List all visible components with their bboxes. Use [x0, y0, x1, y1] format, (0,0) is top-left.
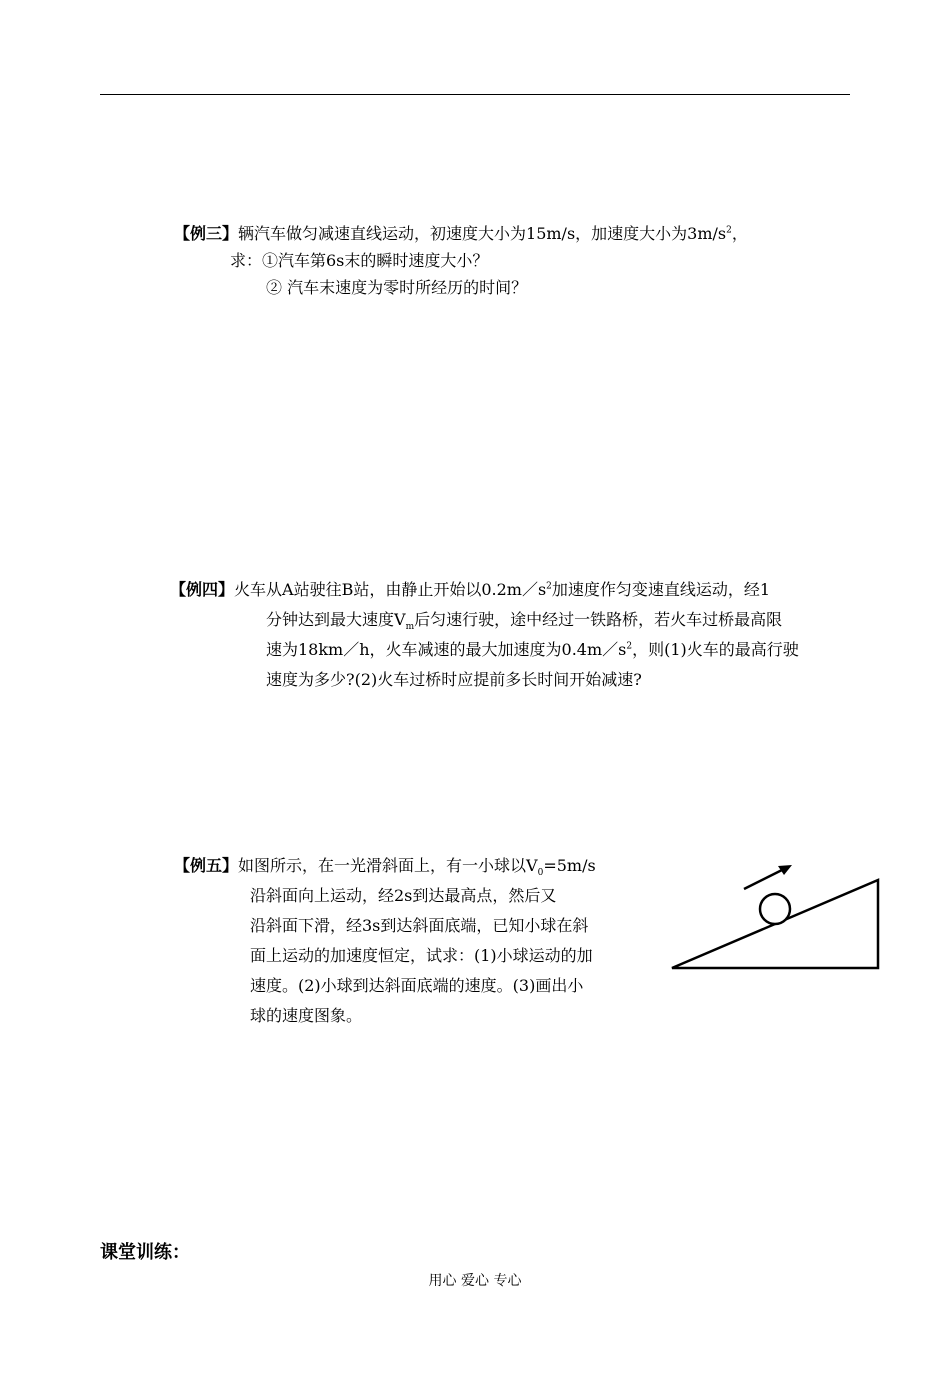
example-4 — [170, 575, 850, 695]
example-3-line-1: 【例三】辆汽车做匀减速直线运动，初速度大小为15m/s，加速度大小为$3m/s^2$， — [174, 224, 748, 243]
example-4-line-2: 分钟达到最大速度$V_m$后匀速行驶，途中经过一铁路桥，若火车过桥最高限 — [266, 610, 783, 633]
page-footer: 用心 爱心 专心 — [428, 1273, 522, 1289]
ball — [760, 894, 790, 924]
section-heading: 课堂训练： — [100, 1242, 190, 1263]
example-5-line-1: 【例五】如图所示，在一光滑斜面上，有一小球以$V_0=5m/s$ — [174, 856, 596, 879]
example-5-line-3: 沿斜面下滑，经3s到达斜面底端，已知小球在斜 — [250, 916, 589, 935]
example-3-label: 【例三】 — [174, 224, 239, 243]
velocity-arrow-shaft — [744, 868, 786, 889]
example-4-line-1: 【例四】火车从A站驶往B站，由静止开始以$0.2m/s^2$加速度作匀变速直线运动，经1 — [170, 580, 771, 599]
example-5-line-6: 球的速度图象。 — [250, 1006, 363, 1025]
incline-diagram — [668, 858, 888, 976]
example-5-line-5: 速度。(2)小球到达斜面底端的速度。(3)画出小 — [250, 976, 584, 995]
example-4-label: 【例四】 — [170, 580, 235, 599]
example-5-label: 【例五】 — [174, 856, 239, 875]
example-3-line-3: ② 汽车末速度为零时所经历的时间？ — [266, 278, 528, 297]
example-3-line-2: 求：①汽车第6s末的瞬时速度大小？ — [230, 251, 489, 270]
header-rule — [100, 94, 850, 95]
example-5-line-2: 沿斜面向上运动，经2s到达最高点，然后又 — [250, 886, 557, 905]
example-4-line-3: 速为18km／h，火车减速的最大加速度为$0.4m/s^2$，则(1)火车的最高行驶 — [266, 640, 799, 659]
example-4-line-4: 速度为多少?(2)火车过桥时应提前多长时间开始减速? — [266, 670, 642, 689]
example-5-line-4: 面上运动的加速度恒定，试求：(1)小球运动的加 — [250, 946, 593, 965]
example-5 — [174, 851, 664, 1031]
